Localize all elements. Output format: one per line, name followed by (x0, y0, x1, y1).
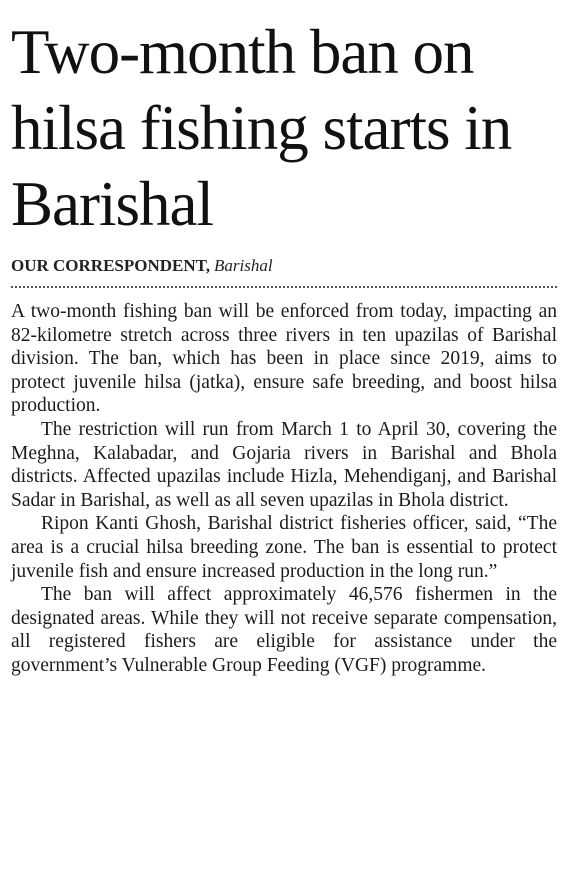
dotted-divider (11, 286, 557, 288)
news-article (11, 14, 557, 678)
paragraph-3: Ripon Kanti Ghosh, Barishal district fisheries officer, said, “The area is a crucial hilsa breeding zone. The ban is essential to protect juvenile fish and ensure increased production in the long run.” (11, 513, 557, 582)
headline: Two-month ban on hilsa fishing starts in Barishal (11, 17, 512, 239)
byline (11, 256, 557, 276)
byline-author: OUR CORRESPONDENT, (11, 256, 210, 275)
article-body (11, 300, 557, 678)
paragraph-4: The ban will affect approximately 46,576 fishermen in the designated areas. While they will not receive separate compensation, all registered fishers are eligible for assistance under the government’s Vulnerable Group Feeding (VGF) programme. (11, 584, 557, 676)
byline-location: Barishal (213, 256, 273, 275)
paragraph-1: A two-month fishing ban will be enforced from today, impacting an 82-kilometre stretch across three rivers in ten upazilas of Barishal division. The ban, which has been in place since 2019, aims to protect juvenile hilsa (jatka), ensure safe breeding, and boost hilsa production. (11, 301, 557, 417)
paragraph-2: The restriction will run from March 1 to April 30, covering the Meghna, Kalabadar, and Gojaria rivers in Barishal and Bhola districts. Affected upazilas include Hizla, Mehendiganj, and Barishal Sadar in Barishal, as well as all seven upazilas in Bhola district. (11, 418, 557, 511)
